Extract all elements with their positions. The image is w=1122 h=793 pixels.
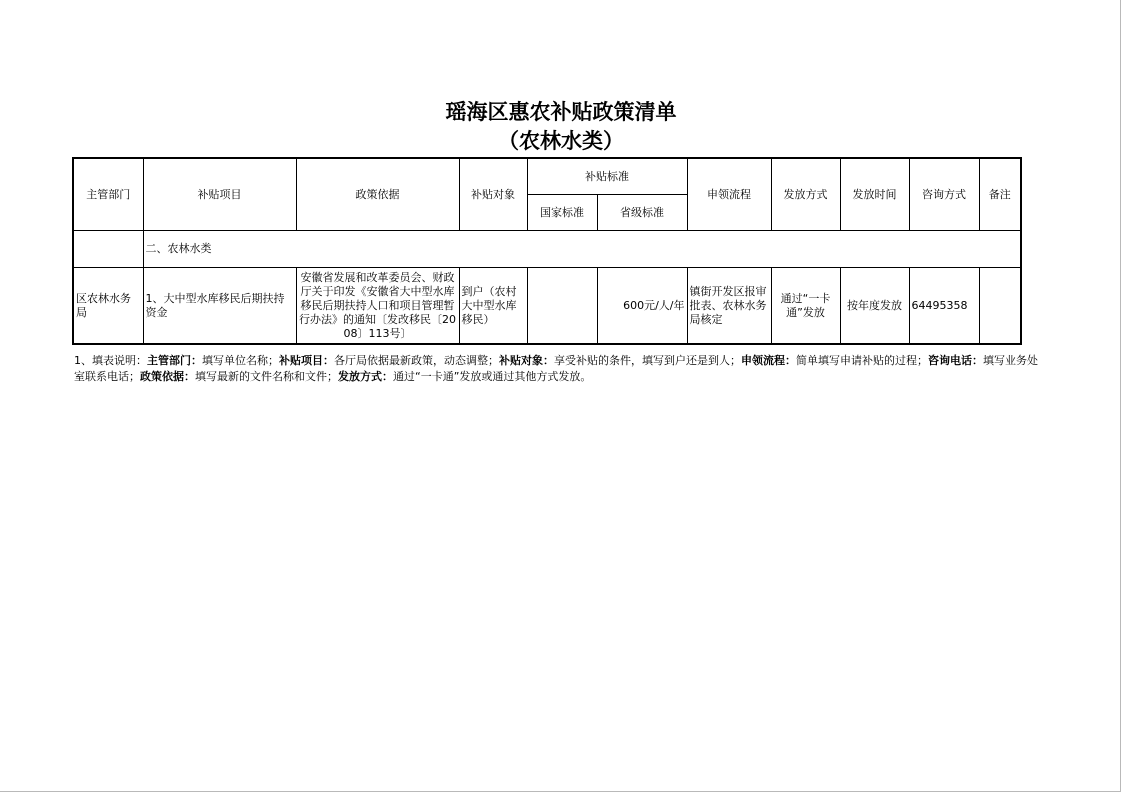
cell-basis: 安徽省发展和改革委员会、财政厅关于印发《安徽省大中型水库移民后期扶持人口和项目管理暂行办法》的通知〔发改移民〔2008〕113号〕 xyxy=(296,268,459,345)
cell-process: 镇街开发区报审批表、农林水务局核定 xyxy=(687,268,771,345)
header-process: 申领流程 xyxy=(687,158,771,231)
cell-national xyxy=(527,268,597,345)
header-method: 发放方式 xyxy=(771,158,840,231)
section-label: 二、农林水类 xyxy=(143,231,1021,268)
cell-project: 1、大中型水库移民后期扶持资金 xyxy=(143,268,296,345)
header-project: 补贴项目 xyxy=(143,158,296,231)
footnote-key-project: 补贴项目： xyxy=(279,354,334,367)
footnote-key-contact: 咨询电话： xyxy=(928,354,983,367)
footnote xyxy=(74,353,1040,385)
header-standard-provincial: 省级标准 xyxy=(597,195,687,231)
page-subtitle: （农林水类） xyxy=(498,128,624,153)
cell-time: 按年度发放 xyxy=(840,268,909,345)
footnote-key-method: 发放方式： xyxy=(338,370,393,383)
footnote-val-dept: 填写单位名称； xyxy=(202,354,279,367)
header-standard-national: 国家标准 xyxy=(527,195,597,231)
cell-dept: 区农林水务局 xyxy=(73,268,143,345)
header-basis: 政策依据 xyxy=(296,158,459,231)
cell-method: 通过“一卡通”发放 xyxy=(771,268,840,345)
footnote-val-target: 享受补贴的条件，填写到户还是到人； xyxy=(554,354,741,367)
section-row xyxy=(73,231,1021,268)
cell-provincial: 600元/人/年 xyxy=(597,268,687,345)
header-target: 补贴对象 xyxy=(459,158,527,231)
footnote-val-contact: 填写业务处室联系电话； xyxy=(74,354,1038,383)
footnote-val-basis: 填写最新的文件名称和文件； xyxy=(195,370,338,383)
header-contact: 咨询方式 xyxy=(909,158,979,231)
cell-target: 到户（农村大中型水库移民） xyxy=(459,268,527,345)
header-time: 发放时间 xyxy=(840,158,909,231)
footnote-val-method: 通过“一卡通”发放或通过其他方式发放。 xyxy=(393,370,592,383)
footnote-key-target: 补贴对象： xyxy=(499,354,554,367)
header-dept: 主管部门 xyxy=(73,158,143,231)
table-row xyxy=(73,268,1021,345)
policy-table xyxy=(72,157,1022,345)
footnote-key-basis: 政策依据： xyxy=(140,370,195,383)
footnote-val-project: 各厅局依据最新政策，动态调整； xyxy=(334,354,499,367)
footnote-key-dept: 主管部门： xyxy=(147,354,202,367)
header-remark: 备注 xyxy=(979,158,1021,231)
page-title: 瑶海区惠农补贴政策清单 xyxy=(445,99,677,124)
cell-contact: 64495358 xyxy=(909,268,979,345)
header-standard: 补贴标准 xyxy=(527,158,687,195)
header-row xyxy=(73,158,1021,195)
footnote-val-process: 简单填写申请补贴的过程； xyxy=(796,354,928,367)
footnote-key-process: 申领流程： xyxy=(741,354,796,367)
cell-remark xyxy=(979,268,1021,345)
section-blank-cell xyxy=(73,231,143,268)
footnote-prefix: 1、填表说明： xyxy=(74,354,147,367)
